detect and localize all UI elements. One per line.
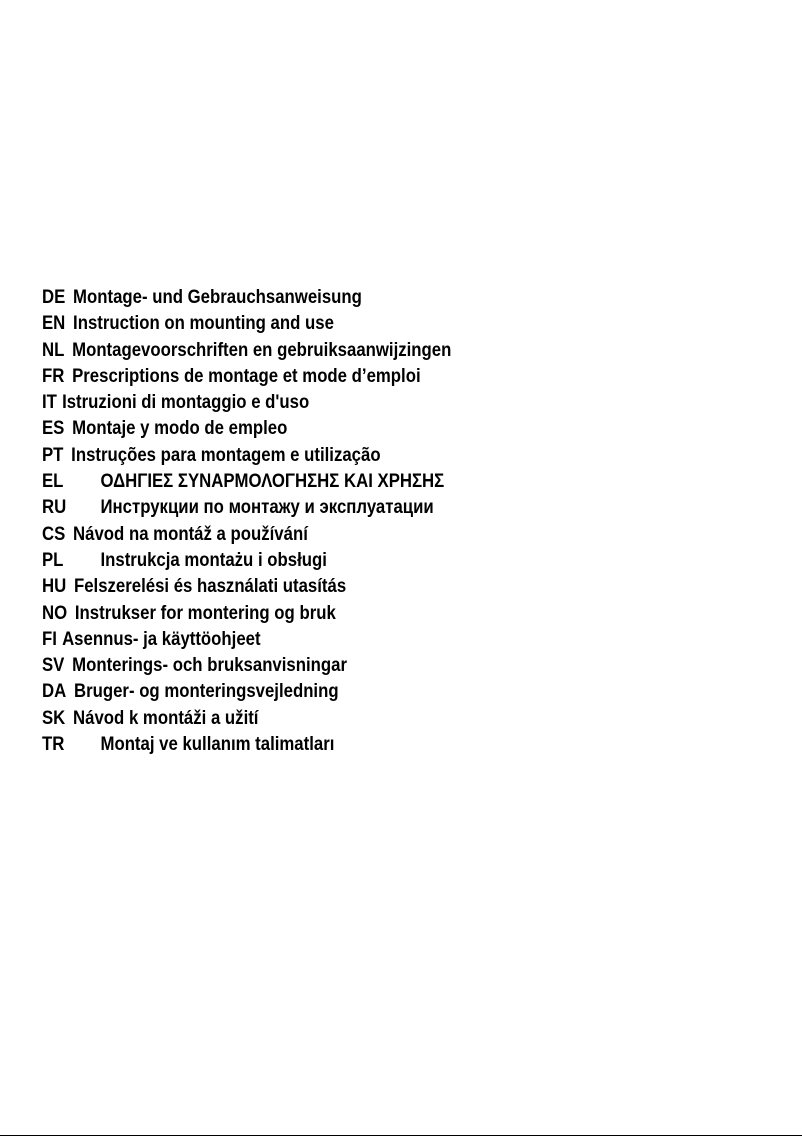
language-title-el bbox=[42, 468, 451, 494]
language-title-text: ΟΔΗΓΙΕΣ ΣΥΝΑΡΜΟΛΟΓΗΣΗΣ ΚΑΙ ΧΡΗΣΗΣ bbox=[100, 470, 445, 493]
language-title-no bbox=[42, 600, 451, 626]
language-title-text: Instrukcja montażu i obsługi bbox=[100, 548, 327, 571]
language-title-cs bbox=[42, 521, 451, 547]
language-code: FR bbox=[42, 364, 65, 387]
language-title-text: Návod na montáž a používání bbox=[73, 522, 308, 545]
language-code: SV bbox=[42, 654, 65, 677]
language-title-text: Bruger- og monteringsvejledning bbox=[73, 680, 339, 703]
language-code: PL bbox=[42, 548, 64, 571]
language-title-text: Prescriptions de montage et mode d’emploi bbox=[72, 364, 421, 387]
language-title-fi bbox=[42, 626, 451, 652]
language-title-text: Montaje y modo de empleo bbox=[72, 417, 288, 440]
language-title-text: Instrukser for montering og bruk bbox=[74, 601, 336, 624]
language-title-text: Monterings- och bruksanvisningar bbox=[72, 654, 348, 677]
language-code: NO bbox=[42, 601, 68, 624]
language-title-text: Istruzioni di montaggio e d'uso bbox=[62, 391, 310, 414]
language-code: PT bbox=[42, 443, 64, 466]
language-code: HU bbox=[42, 575, 67, 598]
language-title-text: Montagevoorschriften en gebruiksaanwijzingen bbox=[72, 338, 452, 361]
language-title-text: Инструкции по монтажу и эксплуатации bbox=[100, 496, 434, 519]
language-title-nl bbox=[42, 337, 451, 363]
language-code: DA bbox=[42, 680, 67, 703]
language-title-it bbox=[42, 389, 451, 415]
language-title-ru bbox=[42, 494, 451, 520]
language-title-da bbox=[42, 678, 451, 704]
language-title-pl bbox=[42, 547, 451, 573]
language-code: ES bbox=[42, 417, 65, 440]
language-title-de bbox=[42, 284, 451, 310]
language-title-text: Felszerelési és használati utasítás bbox=[73, 575, 347, 598]
language-title-text: Instruction on mounting and use bbox=[73, 312, 334, 335]
language-code: SK bbox=[42, 706, 66, 729]
language-title-tr bbox=[42, 731, 451, 757]
language-code: RU bbox=[42, 496, 67, 519]
language-code: DE bbox=[42, 286, 66, 308]
language-title-text: Asennus- ja käyttöohjeet bbox=[62, 627, 261, 650]
language-title-text: Montaj ve kullanım talimatları bbox=[100, 733, 335, 756]
language-title-text: Návod k montáži a užití bbox=[73, 706, 259, 729]
language-code: IT bbox=[42, 391, 57, 414]
language-code: EL bbox=[42, 470, 64, 493]
language-title-fr bbox=[42, 363, 451, 389]
language-title-sv bbox=[42, 652, 451, 678]
language-title-text: Montage- und Gebrauchsanweisung bbox=[73, 286, 362, 308]
language-code: CS bbox=[42, 522, 66, 545]
language-code: FI bbox=[42, 627, 57, 650]
language-title-sk bbox=[42, 705, 451, 731]
language-title-list bbox=[42, 284, 451, 757]
language-code: TR bbox=[42, 733, 65, 756]
language-title-es bbox=[42, 415, 451, 441]
language-code: NL bbox=[42, 338, 65, 361]
language-title-pt bbox=[42, 442, 451, 468]
language-title-en bbox=[42, 310, 451, 336]
language-title-text: Instruções para montagem e utilização bbox=[71, 443, 381, 466]
language-title-hu bbox=[42, 573, 451, 599]
language-code: EN bbox=[42, 312, 66, 335]
